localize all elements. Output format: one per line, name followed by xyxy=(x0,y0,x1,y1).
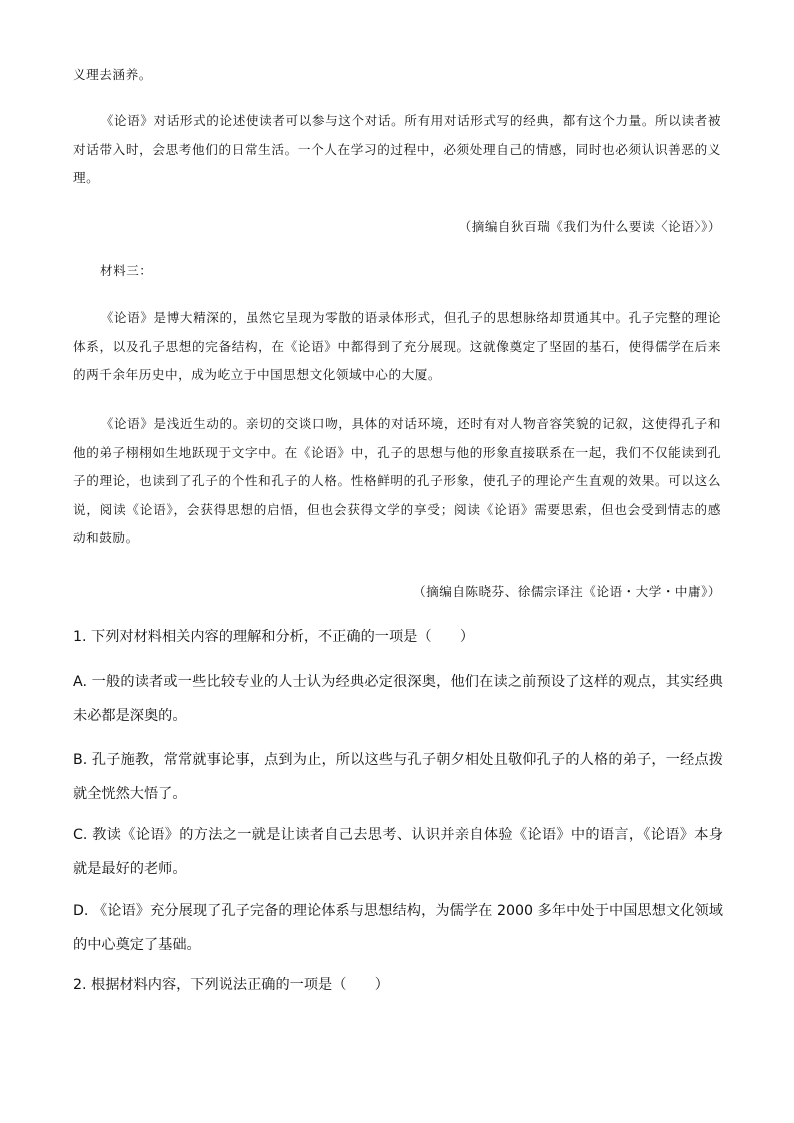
passage-paragraph-dialogue: 《论语》对话形式的论述使读者可以参与这个对话。所有用对话形式写的经典，都有这个力量。所以读者被对话带入时，会思考他们的日常生活。一个人在学习的过程中，必须处理自己的情感，同时也必须认识善恶的义理。 xyxy=(73,113,721,185)
source-citation-2: （摘编自陈晓芬、徐儒宗译注《论语・大学・中庸》） xyxy=(413,584,721,599)
source-citation-1: （摘编自狄百瑞《我们为什么要读〈论语〉》） xyxy=(458,219,721,234)
passage-paragraph-continued: 义理去涵养。 xyxy=(73,67,152,82)
question-1-option-d: D. 《论语》充分展现了孔子完备的理论体系与思想结构，为儒学在 2000 多年中处于中国思想文化领域的中心奠定了基础。 xyxy=(73,903,723,953)
passage-paragraph-profound: 《论语》是博大精深的，虽然它呈现为零散的语录体形式，但孔子的思想脉络却贯通其中。孔子完整的理论体系，以及孔子思想的完备结构，在《论语》中都得到了充分展现。这就像奠定了坚固的基石，使得儒学在后来的两千余年历史中，成为屹立于中国思想文化领域中心的大厦。 xyxy=(73,310,721,382)
question-1-option-c: C. 教读《论语》的方法之一就是让读者自己去思考、认识并亲自体验《论语》中的语言，《论语》本身就是最好的老师。 xyxy=(73,827,723,877)
material-three-label: 材料三： xyxy=(100,263,153,278)
question-1-option-a: A. 一般的读者或一些比较专业的人士认为经典必定很深奥，他们在读之前预设了这样的观点，其实经典未必都是深奥的。 xyxy=(73,674,723,724)
question-1-option-b: B. 孔子施教，常常就事论事，点到为止，所以这些与孔子朝夕相处且敬仰孔子的人格的弟子，一经点拨就全恍然大悟了。 xyxy=(73,752,723,802)
question-2-stem: 2. 根据材料内容，下列说法正确的一项是（ ） xyxy=(73,977,389,993)
passage-paragraph-vivid: 《论语》是浅近生动的。亲切的交谈口吻，具体的对话环境，还时有对人物音容笑貌的记叙，这使得孔子和他的弟子栩栩如生地跃现于文字中。在《论语》中，孔子的思想与他的形象直接联系在一起，我们不仅能读到孔子的理论，也读到了孔子的个性和孔子的人格。性格鲜明的孔子形象，使孔子的理论产生直观的效果。可以这么说，阅读《论语》，会获得思想的启悟，但也会获得文学的享受；阅读《论语》需要思索，但也会受到情志的感动和鼓励。 xyxy=(73,416,721,545)
question-1-stem: 1. 下列对材料相关内容的理解和分析，不正确的一项是（ ） xyxy=(73,629,475,645)
